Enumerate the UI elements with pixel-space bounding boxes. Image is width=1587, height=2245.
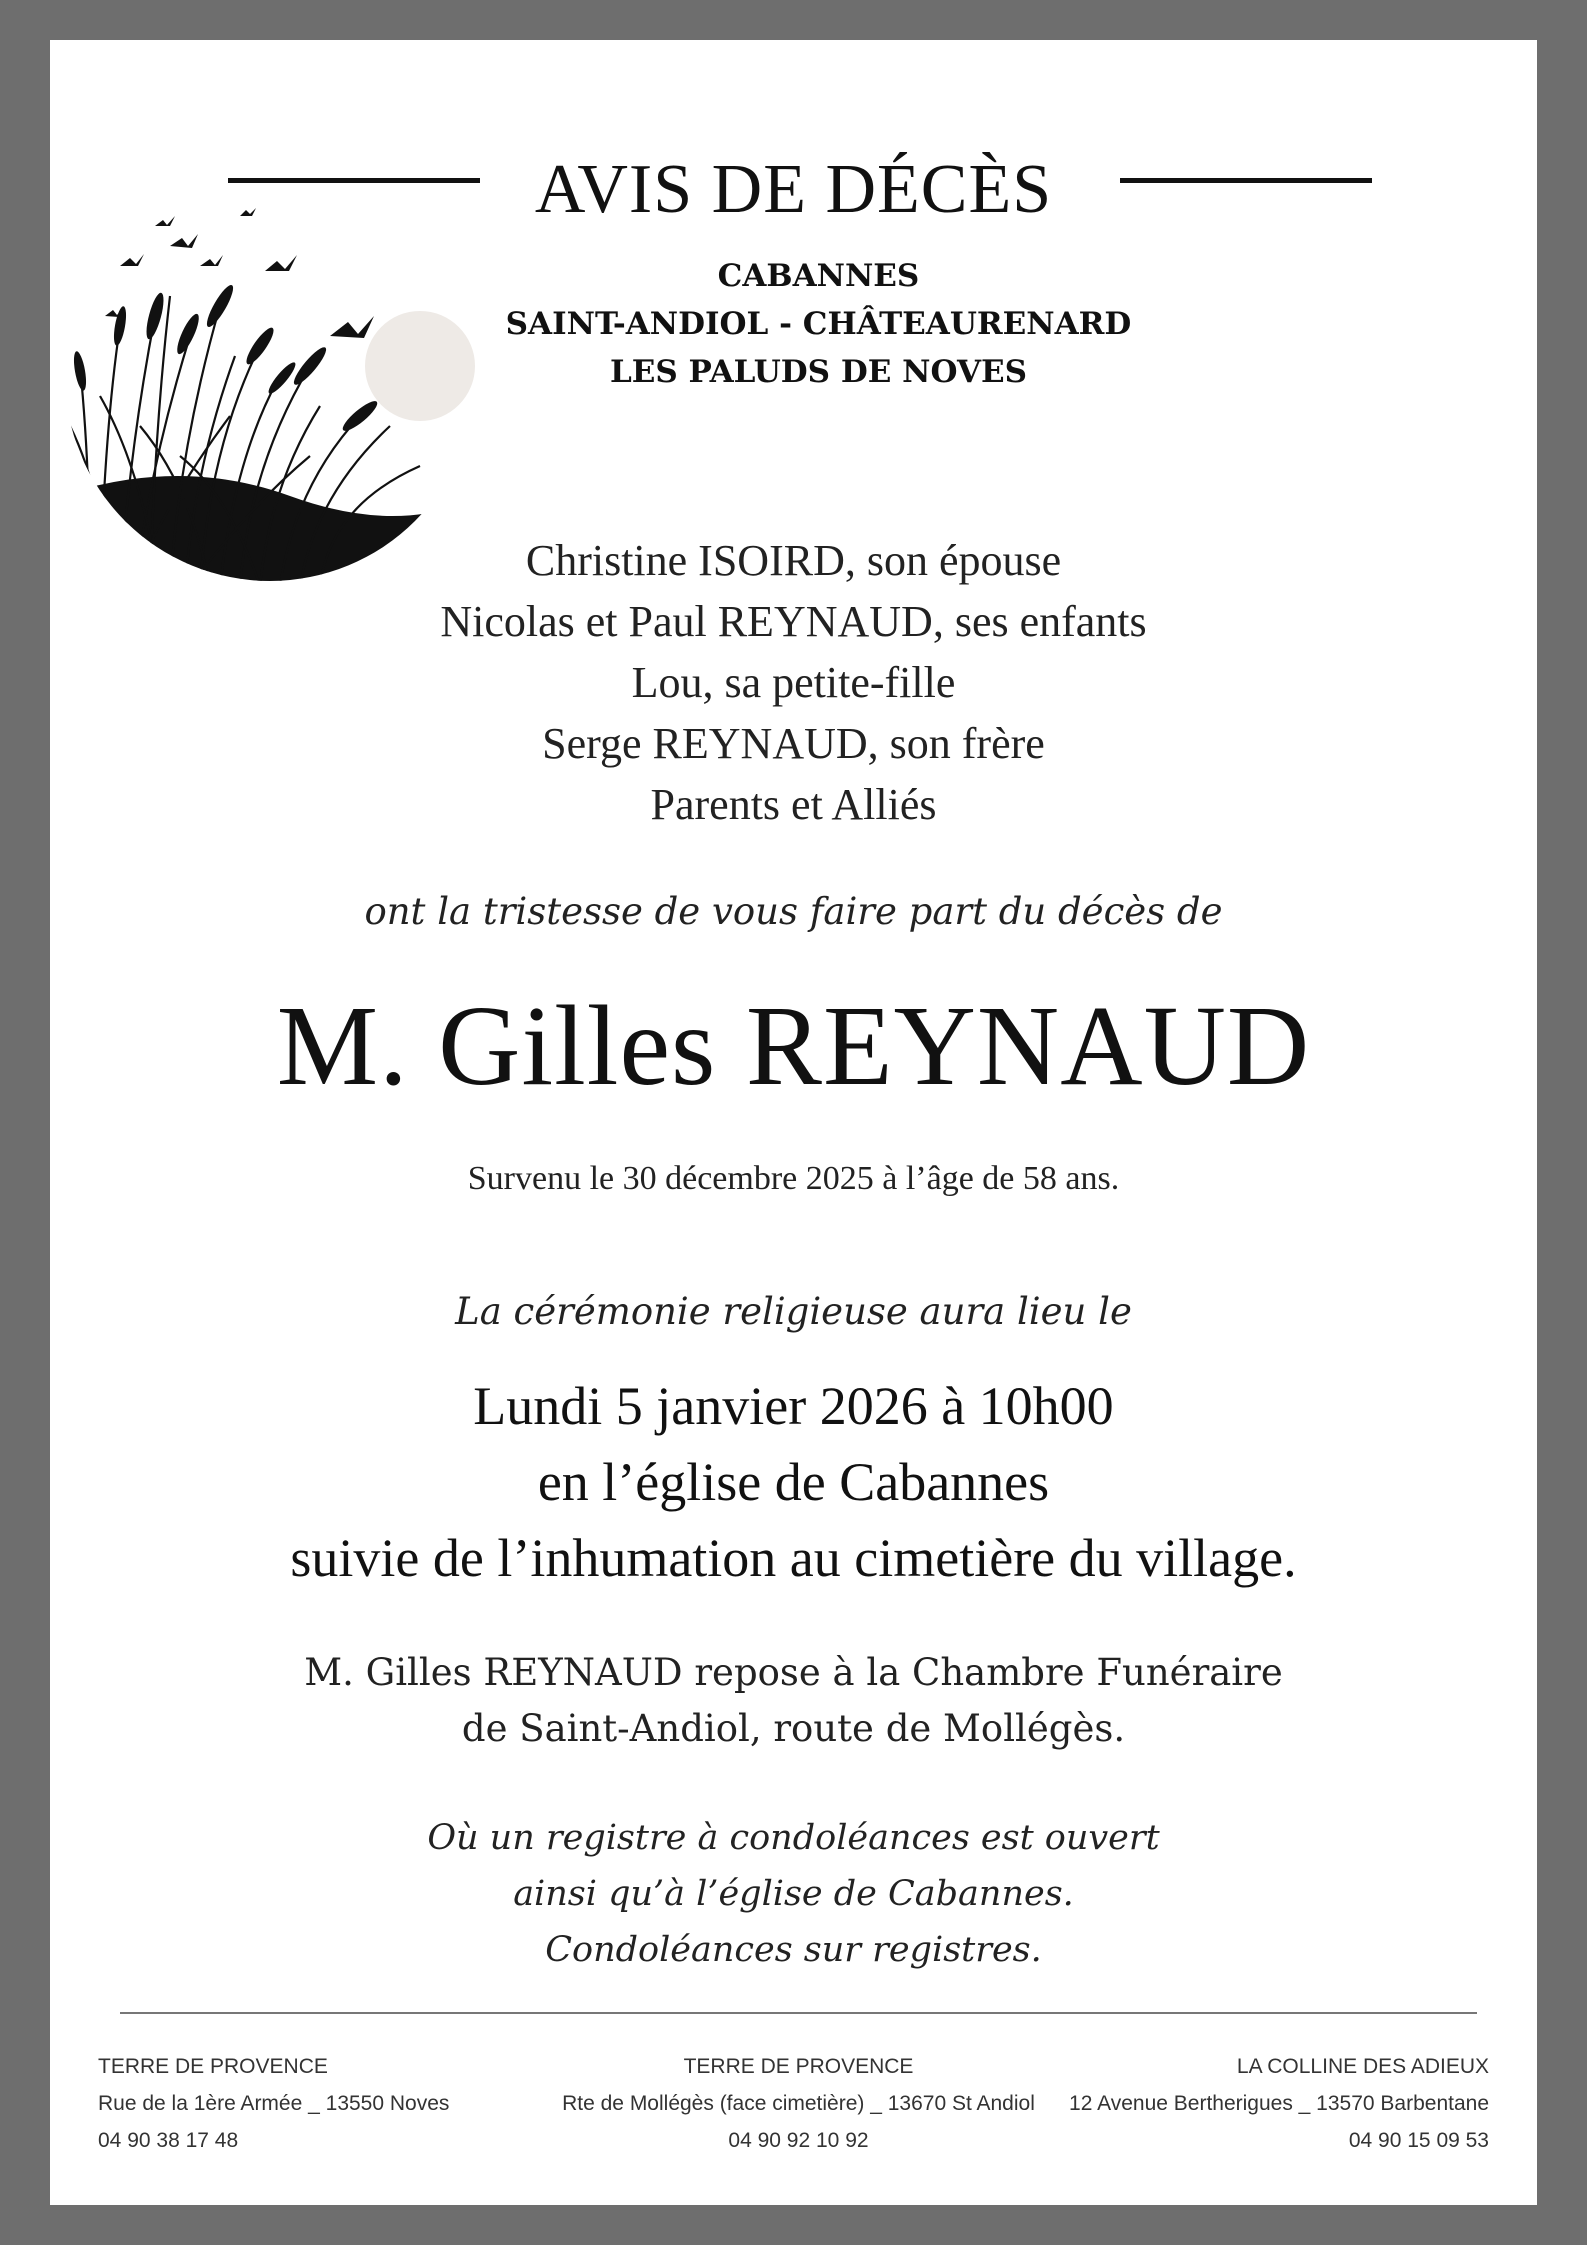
family-member: Christine ISOIRD, son épouse: [525, 536, 1062, 585]
family-member: Serge REYNAUD, son frère: [542, 719, 1045, 768]
repose-line: de Saint-Andiol, route de Mollégès.: [461, 1707, 1126, 1750]
family-member: Lou, sa petite-fille: [631, 658, 956, 707]
footer-divider: [120, 2012, 1477, 2014]
repose-info: [50, 1645, 1537, 1757]
funeral-home-phone: 04 90 92 10 92: [728, 2129, 869, 2152]
funeral-home-name: LA COLLINE DES ADIEUX: [1236, 2055, 1489, 2078]
ceremony-intro: La cérémonie religieuse aura lieu le: [455, 1290, 1132, 1333]
death-info: Survenu le 30 décembre 2025 à l’âge de 58 ans.: [467, 1160, 1120, 1197]
family-member: Nicolas et Paul REYNAUD, ses enfants: [440, 597, 1147, 646]
page-title: AVIS DE DÉCÈS: [534, 151, 1053, 228]
funeral-home-address: Rue de la 1ère Armée _ 13550 Noves: [98, 2092, 450, 2115]
funeral-home-name: TERRE DE PROVENCE: [98, 2055, 328, 2078]
funeral-home-phone: 04 90 15 09 53: [1348, 2129, 1489, 2152]
town-line: LES PALUDS DE NOVES: [609, 354, 1028, 390]
ceremony-line: suivie de l’inhumation au cimetière du village.: [290, 1528, 1297, 1588]
ceremony-line: en l’église de Cabannes: [537, 1452, 1050, 1512]
ceremony-details: [50, 1368, 1537, 1596]
funeral-home-address: 12 Avenue Bertherigues _ 13570 Barbentane: [1069, 2092, 1489, 2115]
funeral-home-name: TERRE DE PROVENCE: [683, 2055, 914, 2078]
repose-line: M. Gilles REYNAUD repose à la Chambre Funéraire: [304, 1651, 1283, 1694]
footer-contact-st-andiol: [510, 2048, 1087, 2159]
condolences-line: ainsi qu’à l’église de Cabannes.: [513, 1874, 1074, 1914]
family-list: [50, 530, 1537, 835]
footer-contact-barbentane: [1069, 2048, 1489, 2159]
town-line: SAINT-ANDIOL - CHÂTEAURENARD: [505, 306, 1132, 342]
funeral-home-address: Rte de Mollégès (face cimetière) _ 13670 St Andiol: [562, 2092, 1035, 2115]
condolences-info: [50, 1810, 1537, 1978]
condolences-line: Où un registre à condoléances est ouvert: [427, 1818, 1160, 1858]
death-notice-sheet: [50, 40, 1537, 2205]
town-line: CABANNES: [717, 258, 920, 294]
towns-block: [50, 252, 1537, 396]
family-member: Parents et Alliés: [650, 780, 937, 829]
ceremony-line: Lundi 5 janvier 2026 à 10h00: [473, 1376, 1114, 1436]
announcement-intro: ont la tristesse de vous faire part du décès de: [364, 890, 1223, 933]
footer-contact-noves: [98, 2048, 449, 2159]
deceased-name: M. Gilles REYNAUD: [276, 982, 1311, 1109]
funeral-home-phone: 04 90 38 17 48: [98, 2129, 239, 2152]
condolences-line: Condoléances sur registres.: [545, 1930, 1042, 1970]
title-rule-right: [1120, 178, 1372, 183]
